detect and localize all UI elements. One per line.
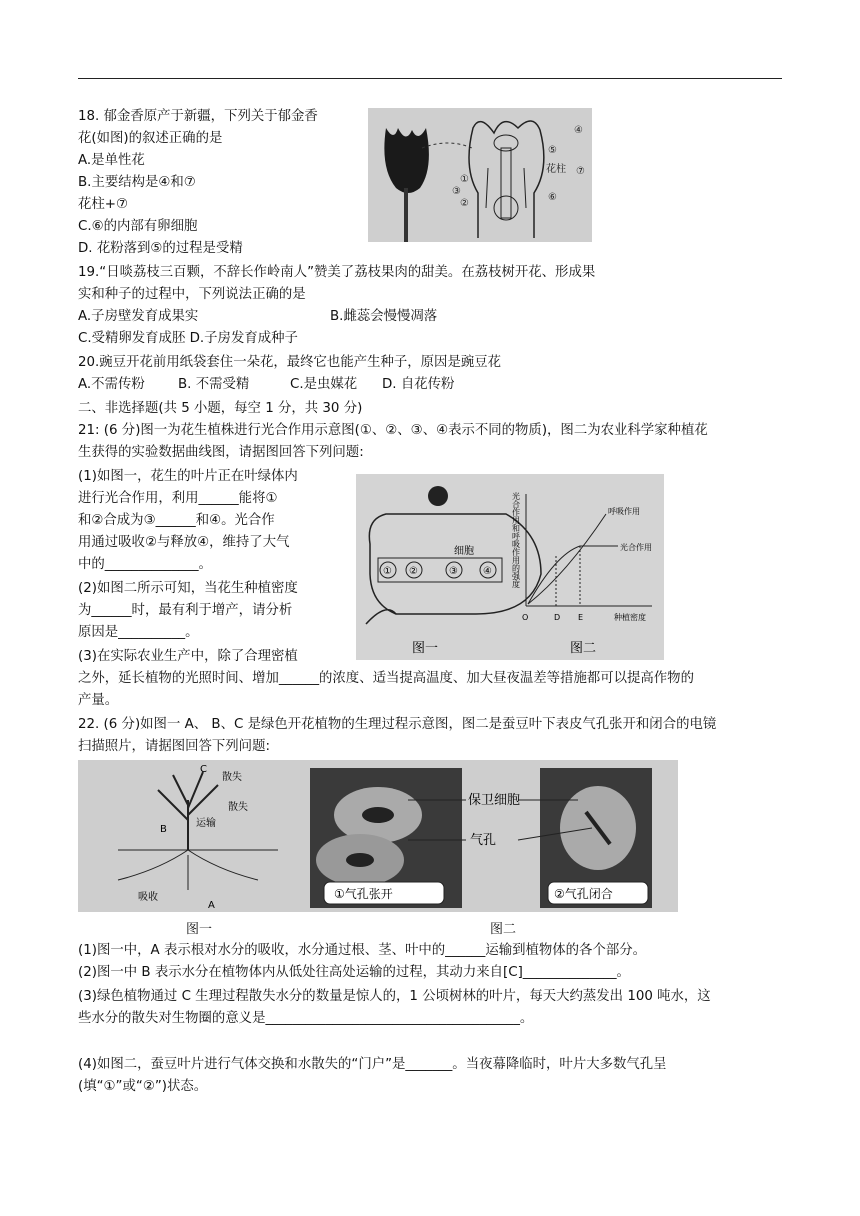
fig2-curve-label: 呼吸作用 (608, 507, 640, 516)
fig2-curve-label: 光合作用 (620, 543, 652, 552)
q18-line: 花(如图)的叙述正确的是 (78, 131, 223, 146)
tulip-stem-icon (404, 188, 408, 242)
q22-sub3: 些水分的散失对生物圈的意义是______________________________________。 (78, 1011, 534, 1026)
q22-sub1: (1)图一中，A 表示根对水分的吸收，水分通过根、茎、叶中的______运输到植物体的各个部分。 (78, 943, 647, 958)
q20-stem: 20.豌豆开花前用纸袋套住一朵花，最终它也能产生种子，原因是豌豆花 (78, 355, 502, 370)
q21-sub1: 和②合成为③______和④。光合作 (78, 513, 275, 528)
q21-sub1: (1)如图一，花生的叶片正在叶绿体内 (78, 469, 298, 484)
q21-sub2: 为______时，最有利于增产，请分析 (78, 603, 293, 618)
q19-line: 19.“日啖荔枝三百颗，不辞长作岭南人”赞美了荔枝果肉的甜美。在荔枝树开花、形成果 (78, 265, 596, 280)
q20-option: D. 自花传粉 (382, 377, 455, 392)
q21-sub3: 产量。 (78, 693, 119, 708)
fig2-tick: D (554, 613, 561, 622)
fig1-label: 散失 (228, 802, 248, 813)
roots-icon (118, 850, 258, 890)
tulip-figure (368, 108, 592, 242)
guard-cell-label: 保卫细胞 (468, 793, 521, 808)
q20-option: C.是虫媒花 (290, 377, 358, 392)
fig1-caption: 图一 (412, 641, 439, 656)
fig2-caption: 图二 (570, 641, 597, 656)
fig1-item: ① (383, 566, 392, 577)
fig1-item: ② (409, 566, 418, 577)
photo-caption: ②气孔闭合 (554, 887, 613, 901)
q18-option-c: C.⑥的内部有卵细胞 (78, 219, 198, 234)
fig1-item: ④ (483, 566, 492, 577)
fig-label: ⑤ (548, 145, 557, 156)
section-heading: 二、非选择题(共 5 小题，每空 1 分，共 30 分) (78, 401, 363, 416)
fig1-label: B (160, 824, 167, 835)
fig1-label: 运输 (196, 818, 216, 829)
fig1-caption: 图一 (186, 922, 213, 937)
fig1-label: A (208, 900, 215, 911)
fig2-ylabel: 光合作用和呼吸作用的强度 (511, 492, 521, 588)
q22-stem: 扫描照片，请据图回答下列问题: (78, 739, 270, 754)
fig1-label: 散失 (222, 772, 242, 783)
q21-sub2: 原因是__________。 (78, 625, 199, 640)
q21-stem: 生获得的实验数据曲线图，请据图回答下列问题: (78, 445, 364, 460)
fig1-cell-label: 细胞 (454, 546, 474, 557)
fig-label: ② (460, 198, 469, 209)
fig-label: ⑦ (576, 166, 585, 177)
q22-sub4: (4)如图二，蚕豆叶片进行气体交换和水散失的“门户”是_______。当夜幕降临时，叶片大多数气孔呈 (78, 1057, 667, 1072)
q19-option-a: A.子房壁发育成果实 (78, 309, 199, 324)
q21-sub1: 进行光合作用，利用______能将① (78, 491, 278, 506)
fig1-label: 吸收 (138, 892, 158, 903)
q22-sub2: (2)图一中 B 表示水分在植物体内从低处往高处运输的过程，其动力来自[C]______________。 (78, 965, 630, 980)
stoma-label: 气孔 (470, 833, 497, 848)
q22-sub4: (填“①”或“②”)状态。 (78, 1079, 208, 1094)
photosynthesis-figure (356, 474, 664, 660)
fig-label: ⑥ (548, 192, 557, 203)
q18-line: 18. 郁金香原产于新疆，下列关于郁金香 (78, 109, 318, 124)
header-rule (78, 78, 782, 79)
q20-option: A.不需传粉 (78, 377, 145, 392)
sun-icon (428, 486, 448, 506)
q18-option-b: B.主要结构是④和⑦ (78, 175, 196, 190)
q21-sub1: 中的______________。 (78, 557, 212, 572)
q19-option-cd: C.受精卵发育成胚 D.子房发育成种子 (78, 331, 298, 346)
tulip-flower-icon (384, 128, 429, 193)
q21-stem: 21: (6 分)图一为花生植株进行光合作用示意图(①、②、③、④表示不同的物质)，图二为农业科学家种植花 (78, 423, 708, 438)
fig1-item: ③ (449, 566, 458, 577)
fig2-xlabel: 种植密度 (614, 613, 646, 622)
q21-sub3: (3)在实际农业生产中，除了合理密植 (78, 649, 298, 664)
fig2-caption: 图二 (490, 922, 517, 937)
photo-caption: ①气孔张开 (334, 887, 393, 901)
q19-option-b: B.雌蕊会慢慢凋落 (330, 309, 438, 324)
fig-label: ④ (574, 125, 583, 136)
q19-line: 实和种子的过程中，下列说法正确的是 (78, 287, 306, 302)
q22-sub3: (3)绿色植物通过 C 生理过程散失水分的数量是惊人的，1 公顷树林的叶片，每天大约蒸发出 100 吨水，这 (78, 989, 711, 1004)
q18-line: 花柱+⑦ (78, 197, 129, 212)
fig1-label: C (200, 764, 207, 775)
q21-sub2: (2)如图二所示可知，当花生种植密度 (78, 581, 298, 596)
fig2-tick: E (578, 613, 584, 622)
q21-sub1: 用通过吸收②与释放④，维持了大气 (78, 535, 290, 550)
fig-label: ③ (452, 186, 461, 197)
q18-option-a: A.是单性花 (78, 153, 145, 168)
q21-sub3: 之外，延长植物的光照时间、增加______的浓度、适当提高温度、加大昼夜温差等措施都可以提高作物的 (78, 671, 694, 686)
fig-label: 花柱 (546, 164, 566, 175)
q18-option-d: D. 花粉落到⑤的过程是受精 (78, 241, 243, 256)
tree-icon (158, 772, 218, 850)
q22-stem: 22. (6 分)如图一 A、 B、C 是绿色开花植物的生理过程示意图，图二是蚕豆叶下表皮气孔张开和闭合的电镜 (78, 717, 717, 732)
transpiration-figure (78, 760, 678, 912)
q20-option: B. 不需受精 (178, 377, 250, 392)
fig2-tick: O (522, 613, 529, 622)
fig-label: ① (460, 174, 469, 185)
